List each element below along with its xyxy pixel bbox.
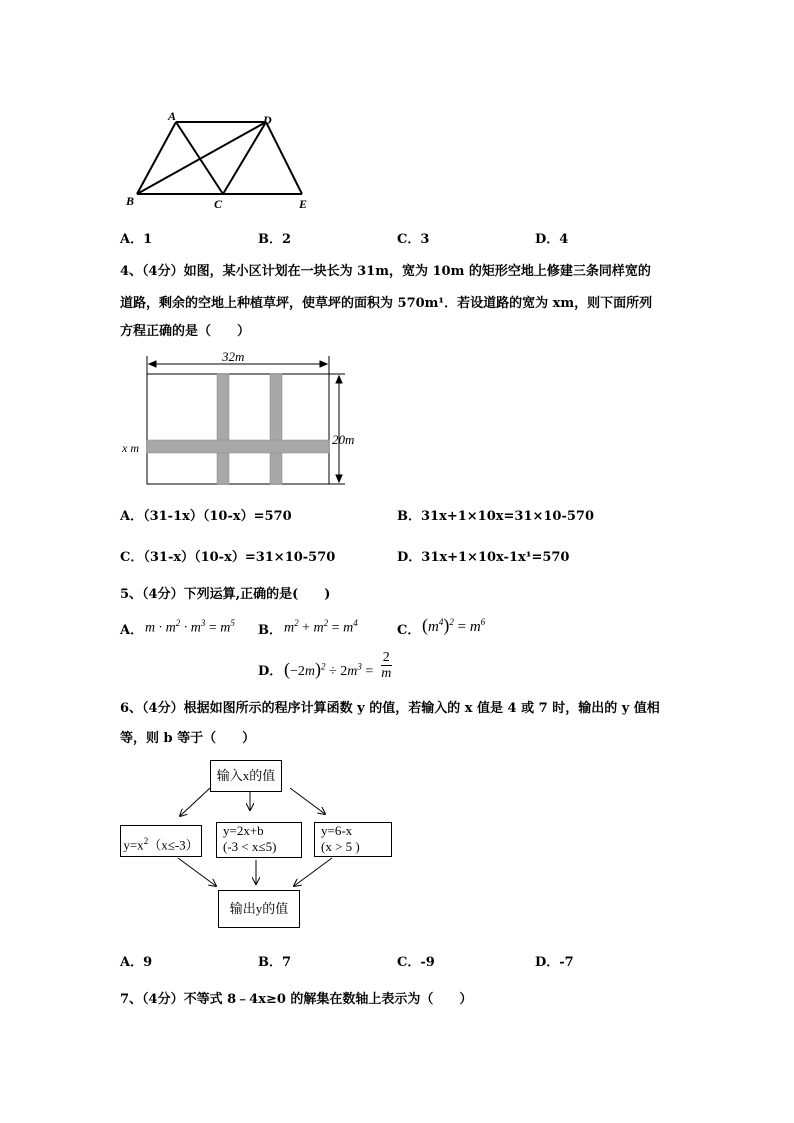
q4-option-a: A．（31-1x）（10-x）=570	[120, 509, 292, 524]
q5-option-c-formula: $(m^4)^2 = m^6$	[422, 615, 486, 635]
width-label: 32m	[222, 349, 245, 364]
q6-option-a: A．9	[120, 955, 153, 970]
q5-option-b-formula: $m^2 + m^2 = m^4$	[284, 618, 358, 636]
flow-output-box: 输出y的值	[218, 890, 300, 928]
flow-input-box: 输入x的值	[210, 760, 282, 792]
q6-line-2: 等，则 b 等于（ ）	[120, 731, 256, 746]
parallelogram-figure	[120, 108, 320, 214]
flow-mid-line-1: y=2x+b	[223, 823, 264, 838]
label-d: D	[263, 113, 272, 127]
q5-option-d-formula: $(-2m)^2 \div 2m^3$ = $\frac{2}{m}$	[284, 650, 392, 681]
q3-option-b: B．2	[258, 232, 292, 247]
label-a: A	[168, 109, 177, 123]
q4-line-3: 方程正确的是（ ）	[120, 324, 251, 339]
flow-left-box: $y=x^2(x\le-3)$	[120, 825, 202, 857]
flow-right-line-2: (x > 5 )	[321, 839, 360, 854]
flow-mid-line-2: (-3 < x≤5)	[223, 839, 277, 854]
q3-option-c: C．3	[397, 232, 430, 247]
q4-option-c: C．（31-x）（10-x）=31×10-570	[120, 550, 336, 565]
q6-line-1: 6、（4分）根据如图所示的程序计算函数 y 的值，若输入的 x 值是 4 或 7 时，输出的 y 值相	[120, 701, 660, 716]
label-b: B	[126, 194, 135, 208]
q6-option-c: C．-9	[397, 955, 435, 970]
q4-line-2: 道路，剩余的空地上种植草坪，使草坪的面积为 570m¹．若设道路的宽为 xm，则下面所列	[120, 296, 653, 311]
q7-stem: 7、（4分）不等式 8﹣4x≥0 的解集在数轴上表示为（ ）	[120, 992, 473, 1007]
q3-option-a: A．1	[120, 232, 153, 247]
q4-option-d: D．31x+1×10x-1x¹=570	[397, 550, 570, 565]
height-label: 20m	[332, 432, 355, 447]
q5-option-b-label: B．	[258, 623, 282, 638]
flow-right-box	[314, 822, 392, 857]
flow-mid-box	[216, 822, 302, 858]
q6-option-b: B．7	[258, 955, 292, 970]
flow-right-line-1: y=6-x	[321, 823, 353, 838]
q3-option-d: D．4	[535, 232, 569, 247]
q5-option-a-formula: $m \cdot m^2 \cdot m^3 = m^5$	[145, 618, 235, 636]
q6-option-d: D．-7	[535, 955, 574, 970]
q4-line-1: 4、（4分）如图，某小区计划在一块长为 31m，宽为 10m 的矩形空地上修建三条同样宽的	[120, 264, 651, 279]
q5-option-d-label: D．	[258, 664, 283, 679]
q4-option-b: B．31x+1×10x=31×10-570	[397, 509, 594, 524]
road-rectangle-figure	[118, 344, 368, 490]
road-width-label: x m	[122, 441, 139, 455]
q5-stem: 5、（4分）下列运算,正确的是( )	[120, 587, 331, 602]
q5-option-c-label: C．	[397, 623, 421, 638]
label-e: E	[299, 197, 308, 211]
label-c: C	[214, 197, 223, 211]
q5-option-a-label: A．	[120, 623, 144, 638]
